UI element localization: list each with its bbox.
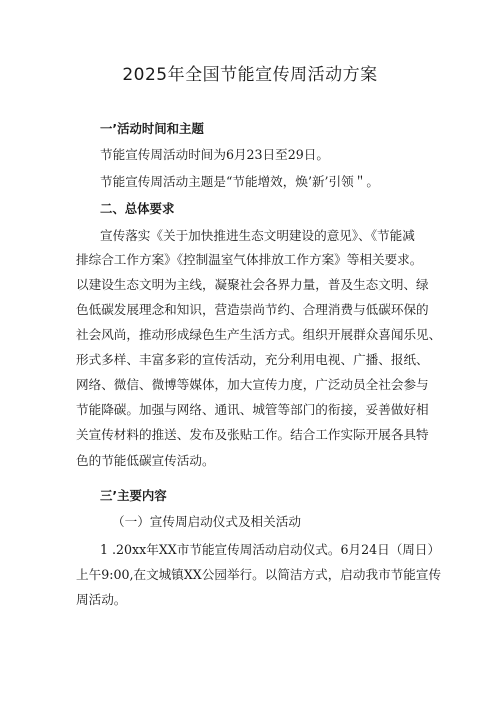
section-heading-1: 一’活动时间和主题: [100, 121, 204, 136]
paragraph-line: 色的节能低碳宣传活动。: [76, 453, 215, 468]
paragraph-line: 网络、微信、微博等媒体，加大宣传力度，广泛动员全社会参与: [76, 377, 429, 392]
paragraph-line: 社会风尚，推动形成绿色生产生活方式。组织开展群众喜闻乐见、: [76, 327, 442, 342]
paragraph-line: 节能降碳。加强与网络、通讯、城管等部门的衔接，妥善做好相: [76, 402, 429, 417]
paragraph-line: 关宣传材料的推送、发布及张贴工作。结合工作实际开展各具特: [76, 427, 429, 442]
subsection-heading: （一）宣传周启动仪式及相关活动: [112, 514, 301, 529]
paragraph-line: 上午9:00,在文城镇XX公园举行。以简洁方式，启动我市节能宣传: [76, 567, 442, 582]
paragraph-line: 形式多样、丰富多彩的宣传活动，充分利用电视、广播、报纸、: [76, 352, 429, 367]
paragraph-line: 以建设生态文明为主线，凝聚社会各界力量，普及生态文明、绿: [76, 277, 429, 292]
document-title: 2025年全国节能宣传周活动方案: [122, 65, 378, 85]
paragraph-line: 色低碳发展理念和知识，营造崇尚节约、合理消费与低碳环保的: [76, 302, 429, 317]
paragraph-line: 排综合工作方案》《控制温室气体排放工作方案》等相关要求。: [76, 252, 423, 267]
paragraph-line: 节能宣传周活动主题是“节能增效，焕’新’引领＂。: [100, 174, 379, 189]
paragraph-line: 宣传落实《关于加快推进生态文明建设的意见》、《节能减: [100, 228, 415, 243]
section-heading-3: 三’主要内容: [100, 488, 167, 503]
section-heading-2: 二、总体要求: [100, 201, 175, 216]
paragraph-line: 周活动。: [76, 592, 127, 607]
paragraph-line: 1 .20xx年XX市节能宣传周活动启动仪式。6月24日（周日）: [100, 542, 441, 557]
paragraph-line: 节能宣传周活动时间为6月23日至29日。: [100, 147, 329, 162]
